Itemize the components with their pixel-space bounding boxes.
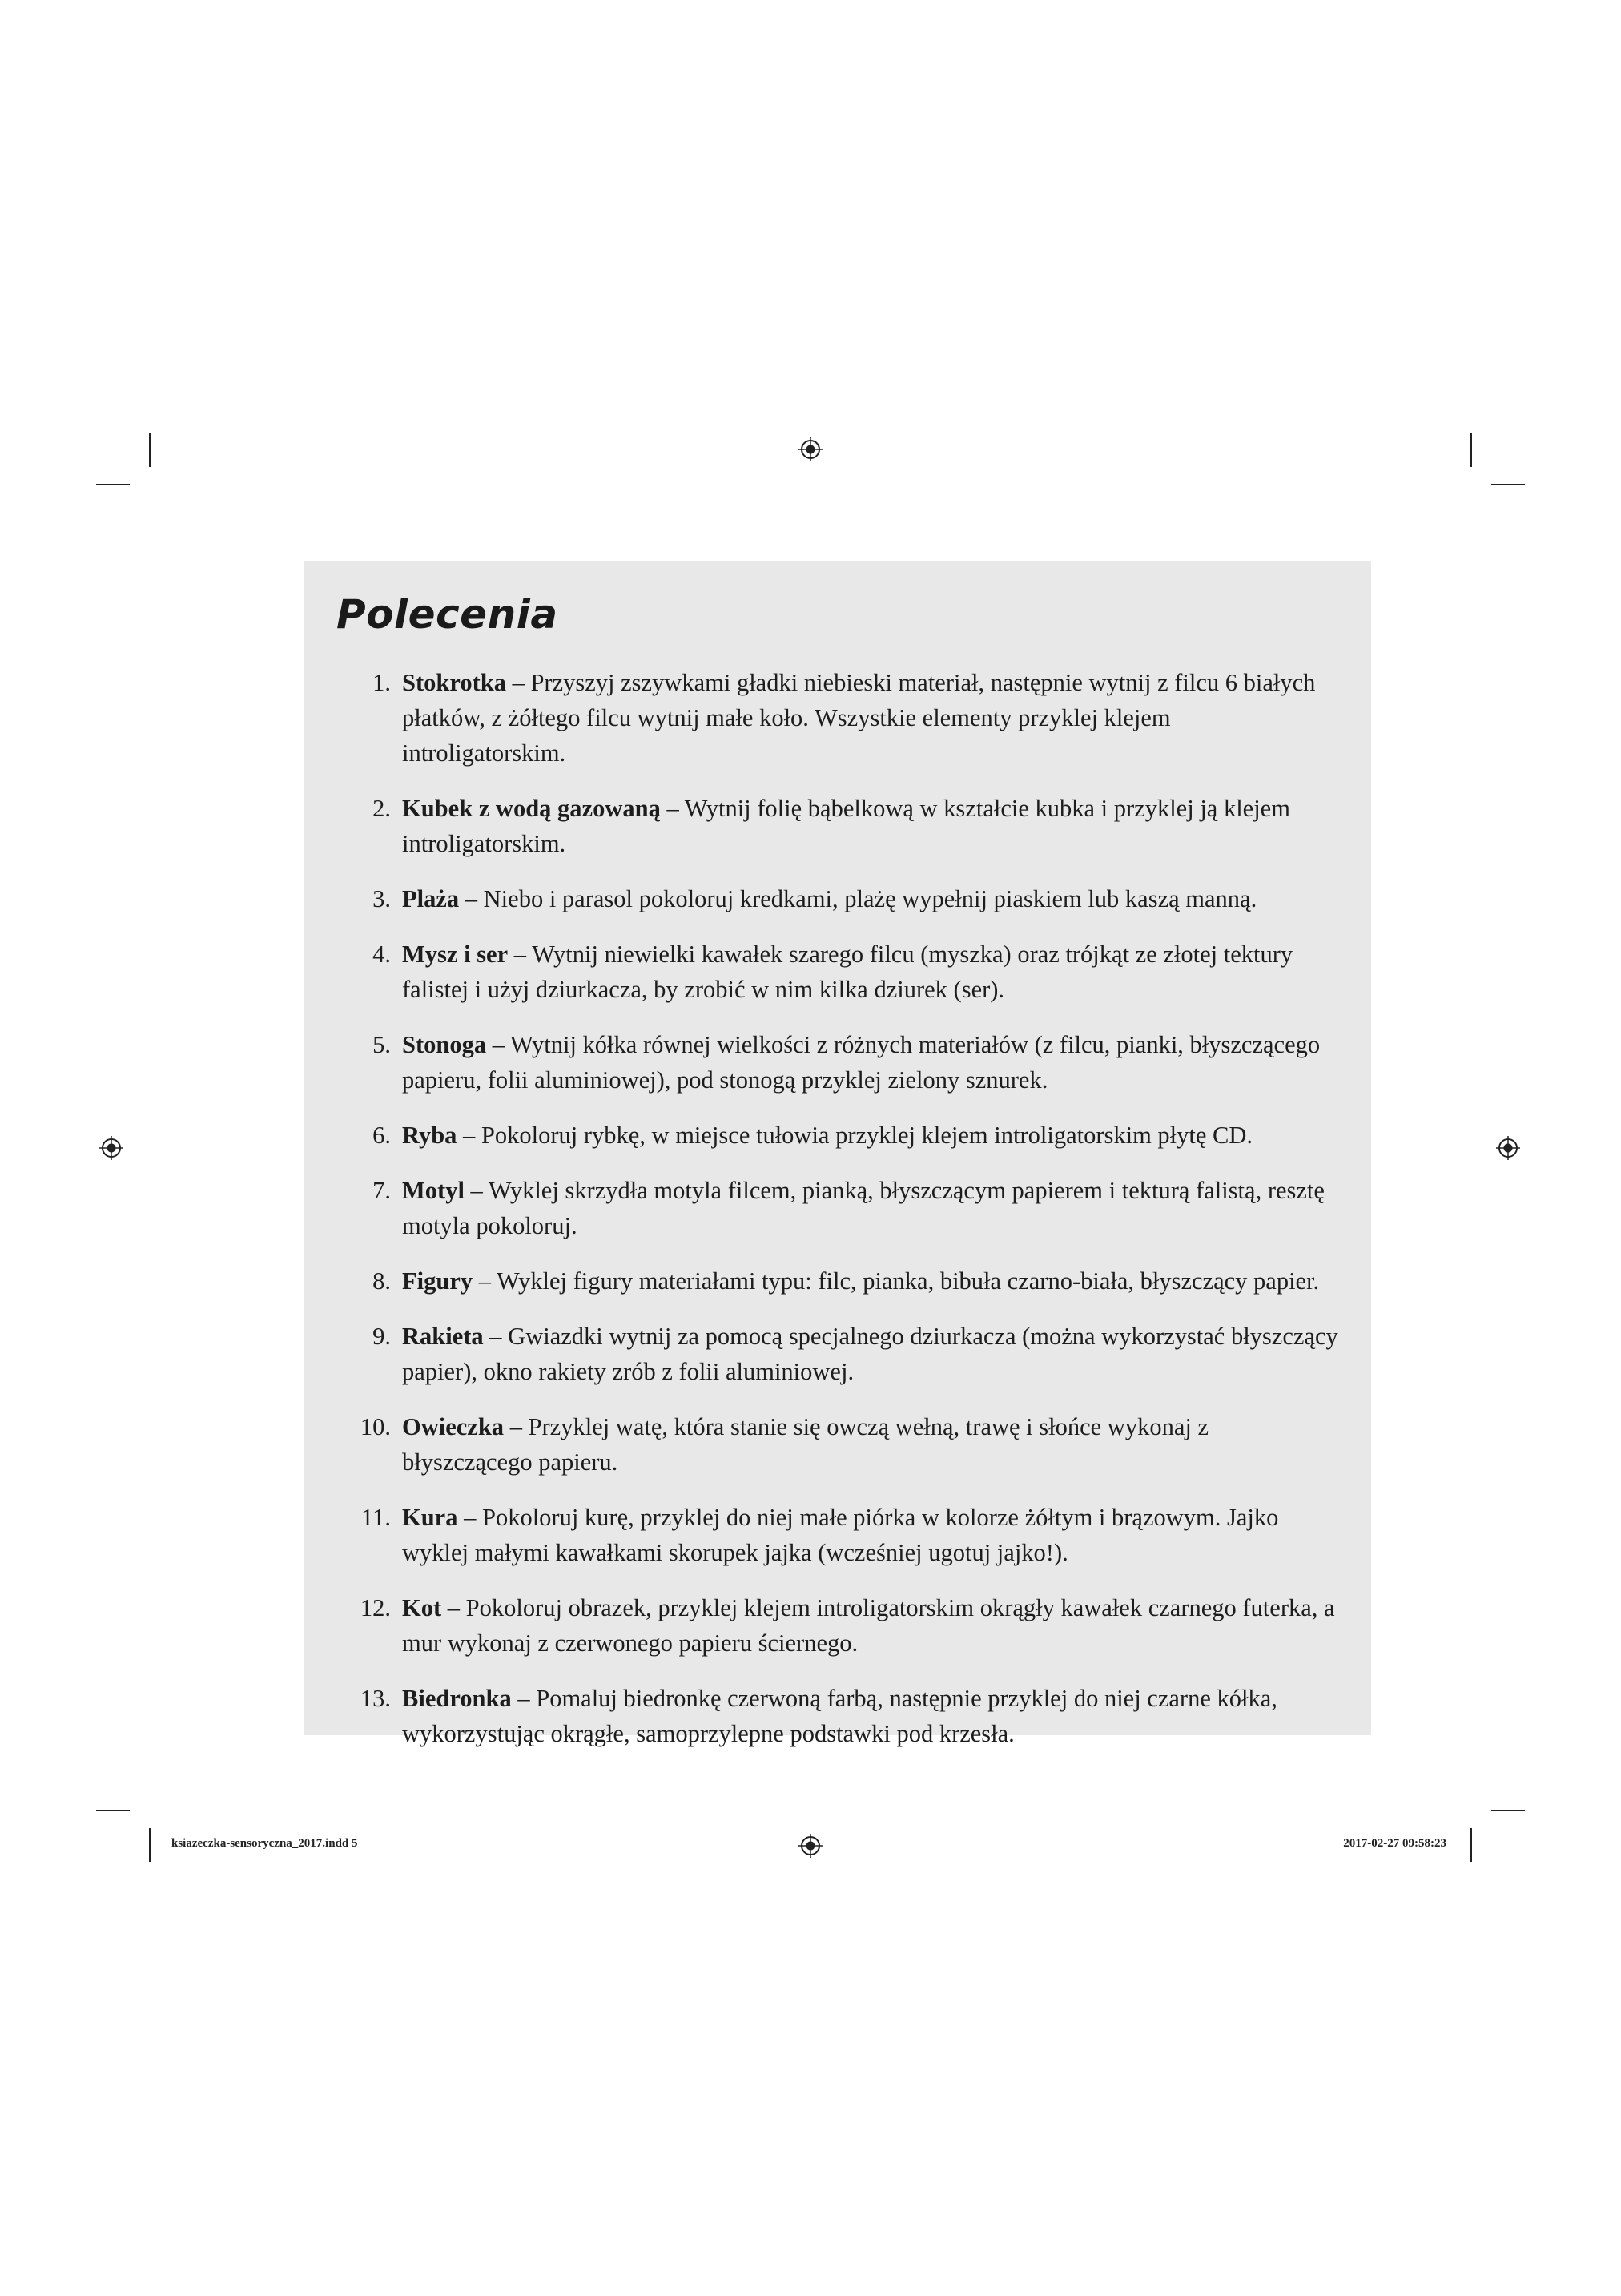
crop-mark-bottom-left-horizontal bbox=[96, 1810, 130, 1811]
list-item bbox=[333, 1173, 1339, 1243]
item-name: Kot bbox=[402, 1594, 442, 1621]
list-item bbox=[333, 1500, 1339, 1570]
list-item bbox=[333, 881, 1339, 916]
item-name: Kura bbox=[402, 1504, 458, 1531]
item-text: – Niebo i parasol pokoloruj kredkami, plażę wypełnij piaskiem lub kaszą manną. bbox=[459, 885, 1257, 912]
item-number: 3. bbox=[372, 885, 391, 912]
item-number: 9. bbox=[372, 1323, 391, 1350]
list-item bbox=[333, 1027, 1339, 1098]
registration-mark-icon bbox=[798, 437, 823, 461]
item-text: – Wytnij kółka równej wielkości z różnych materiałów (z filcu, pianki, błyszczącego papieru, folii aluminiowej), pod stonogą przyklej zielony sznurek. bbox=[402, 1031, 1321, 1094]
item-name: Stonoga bbox=[402, 1031, 487, 1058]
item-name: Kubek z wodą gazowaną bbox=[402, 795, 661, 822]
item-text: – Wyklej skrzydła motyla filcem, pianką, błyszczącym papierem i tekturą falistą, resztę motyla pokoloruj. bbox=[402, 1177, 1325, 1239]
list-item bbox=[333, 937, 1339, 1007]
list-item bbox=[333, 1409, 1339, 1480]
item-number: 8. bbox=[372, 1267, 391, 1295]
instructions-list bbox=[333, 665, 1339, 1751]
instructions-panel bbox=[304, 561, 1371, 1747]
list-item bbox=[333, 1681, 1339, 1751]
item-number: 7. bbox=[372, 1177, 391, 1204]
item-text: – Wytnij niewielki kawałek szarego filcu (myszka) oraz trójkąt ze złotej tektury falistej i użyj dziurkacza, by zrobić w nim kilka dziurek (ser). bbox=[402, 941, 1293, 1003]
crop-mark-top-right-vertical bbox=[1470, 433, 1472, 467]
item-text: – Pokoloruj obrazek, przyklej klejem introligatorskim okrągły kawałek czarnego futerka, a mur wykonaj z czerwonego papieru ściernego. bbox=[402, 1594, 1335, 1657]
item-text: – Pokoloruj rybkę, w miejsce tułowia przyklej klejem introligatorskim płytę CD. bbox=[457, 1122, 1253, 1149]
item-text: – Pomaluj biedronkę czerwoną farbą, następnie przyklej do niej czarne kółka, wykorzystując okrągłe, samoprzylepne podstawki pod krzesła. bbox=[402, 1685, 1277, 1747]
crop-mark-bottom-left-vertical bbox=[149, 1828, 151, 1862]
item-number: 2. bbox=[372, 795, 391, 822]
item-number: 1. bbox=[372, 669, 391, 696]
item-name: Owieczka bbox=[402, 1413, 505, 1440]
crop-mark-top-right-horizontal bbox=[1491, 484, 1525, 485]
item-text: – Wytnij folię bąbelkową w kształcie kubka i przyklej ją klejem introligatorskim. bbox=[402, 795, 1290, 857]
list-item bbox=[333, 665, 1339, 771]
registration-mark-icon bbox=[99, 1136, 123, 1160]
item-name: Mysz i ser bbox=[402, 941, 509, 968]
item-name: Biedronka bbox=[402, 1685, 512, 1712]
crop-mark-bottom-right-vertical bbox=[1470, 1828, 1472, 1862]
item-text: – Wyklej figury materiałami typu: filc, pianka, bibuła czarno-biała, błyszczący papier. bbox=[473, 1267, 1320, 1295]
item-number: 4. bbox=[372, 941, 391, 968]
item-text: – Gwiazdki wytnij za pomocą specjalnego dziurkacza (można wykorzystać błyszczący papier), okno rakiety zrób z folii aluminiowej. bbox=[402, 1323, 1338, 1385]
item-name: Stokrotka bbox=[402, 669, 506, 696]
page-title: Polecenia bbox=[336, 591, 558, 638]
crop-mark-top-left-horizontal bbox=[96, 484, 130, 485]
item-number: 5. bbox=[372, 1031, 391, 1058]
list-item bbox=[333, 791, 1339, 861]
item-number: 6. bbox=[372, 1122, 391, 1149]
item-name: Figury bbox=[402, 1267, 473, 1295]
item-text: – Pokoloruj kurę, przyklej do niej małe piórka w kolorze żółtym i brązowym. Jajko wyklej małymi kawałkami skorupek jajka (wcześniej ugotuj jajko!). bbox=[402, 1504, 1279, 1566]
registration-mark-icon bbox=[798, 1834, 823, 1858]
item-text: – Przyklej watę, która stanie się owczą wełną, trawę i słońce wykonaj z błyszczącego papieru. bbox=[402, 1413, 1209, 1476]
item-number: 13. bbox=[360, 1685, 391, 1712]
footer-datetime: 2017-02-27 09:58:23 bbox=[1343, 1837, 1446, 1850]
registration-mark-icon bbox=[1496, 1136, 1520, 1160]
item-number: 12. bbox=[360, 1594, 391, 1621]
crop-mark-bottom-right-horizontal bbox=[1491, 1810, 1525, 1811]
list-item bbox=[333, 1118, 1339, 1153]
list-item bbox=[333, 1319, 1339, 1389]
item-text: – Przyszyj zszywkami gładki niebieski materiał, następnie wytnij z filcu 6 białych płatków, z żółtego filcu wytnij małe koło. Wszystkie elementy przyklej klejem introligatorskim. bbox=[402, 669, 1316, 767]
item-name: Motyl bbox=[402, 1177, 465, 1204]
item-number: 10. bbox=[360, 1413, 391, 1440]
crop-mark-top-left-vertical bbox=[149, 433, 151, 467]
item-name: Ryba bbox=[402, 1122, 457, 1149]
item-number: 11. bbox=[361, 1504, 391, 1531]
footer-filename: ksiazeczka-sensoryczna_2017.indd 5 bbox=[171, 1837, 358, 1850]
item-name: Rakieta bbox=[402, 1323, 484, 1350]
item-name: Plaża bbox=[402, 885, 460, 912]
list-item bbox=[333, 1590, 1339, 1661]
list-item bbox=[333, 1263, 1339, 1299]
